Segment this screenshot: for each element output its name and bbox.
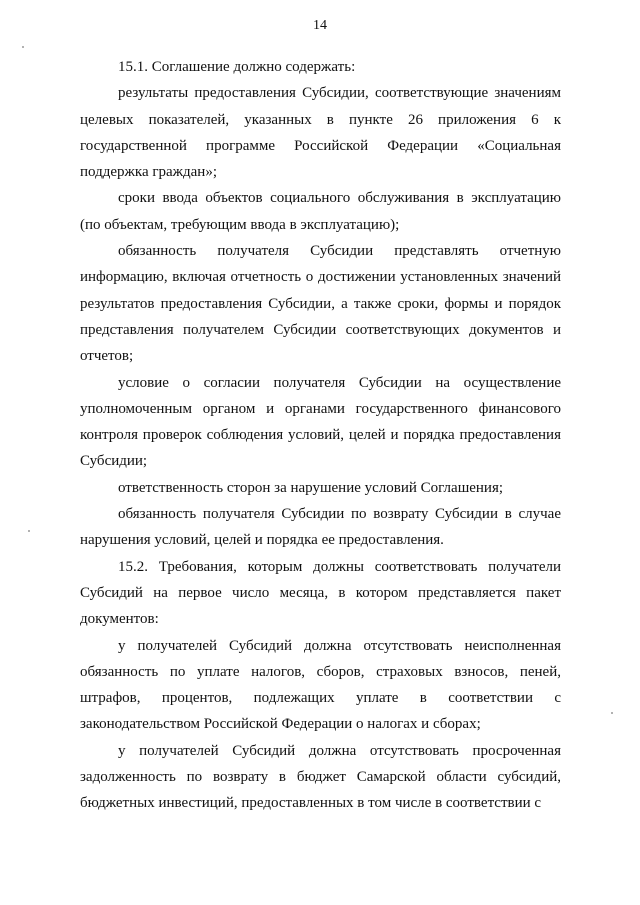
paragraph-consent-condition: условие о согласии получателя Субсидии на осуществление уполномоченным органом и органами государственного финансового контроля проверок соблюдения условий, целей и порядка предоставления Субсидии; xyxy=(80,374,561,470)
paragraph-15-2-requirements: 15.2. Требования, которым должны соответствовать получатели Субсидий на первое число месяца, в котором представляется пакет документов: xyxy=(80,558,561,628)
paragraph-liability: ответственность сторон за нарушение условий Соглашения; xyxy=(118,479,504,496)
document-body xyxy=(80,54,561,817)
paragraph-no-tax-debt: у получателей Субсидий должна отсутствовать неисполненная обязанность по уплате налогов, сборов, страховых взносов, пеней, штрафов, процентов, подлежащих уплате в соответствии с законодательством Российской Федерации о налогах и сборах; xyxy=(80,637,561,733)
paragraph-15-1-heading: 15.1. Соглашение должно содержать: xyxy=(118,59,356,75)
scan-speck xyxy=(611,712,613,714)
paragraph-deadlines: сроки ввода объектов социального обслуживания в эксплуатацию (по объектам, требующим ввода в эксплуатацию); xyxy=(80,190,561,233)
paragraph-reporting-duty: обязанность получателя Субсидии представлять отчетную информацию, включая отчетность о достижении установленных значений результатов предоставления Субсидии, а также сроки, формы и порядок представления получателем Субсидии соответствующих документов и отчетов; xyxy=(80,243,561,365)
page-number: 14 xyxy=(313,18,327,33)
scan-speck xyxy=(22,46,24,48)
paragraph-refund-duty: обязанность получателя Субсидии по возврату Субсидии в случае нарушения условий, целей и порядка ее предоставления. xyxy=(80,506,561,549)
scan-speck xyxy=(28,530,30,532)
paragraph-results: результаты предоставления Субсидии, соответствующие значениям целевых показателей, указанных в пункте 26 приложения 6 к государственной программе Российской Федерации «Социальная поддержка граждан»; xyxy=(80,85,561,181)
paragraph-no-overdue-debt: у получателей Субсидий должна отсутствовать просроченная задолженность по возврату в бюджет Самарской области субсидий, бюджетных инвестиций, предоставленных в том числе в соответствии с xyxy=(80,742,561,812)
